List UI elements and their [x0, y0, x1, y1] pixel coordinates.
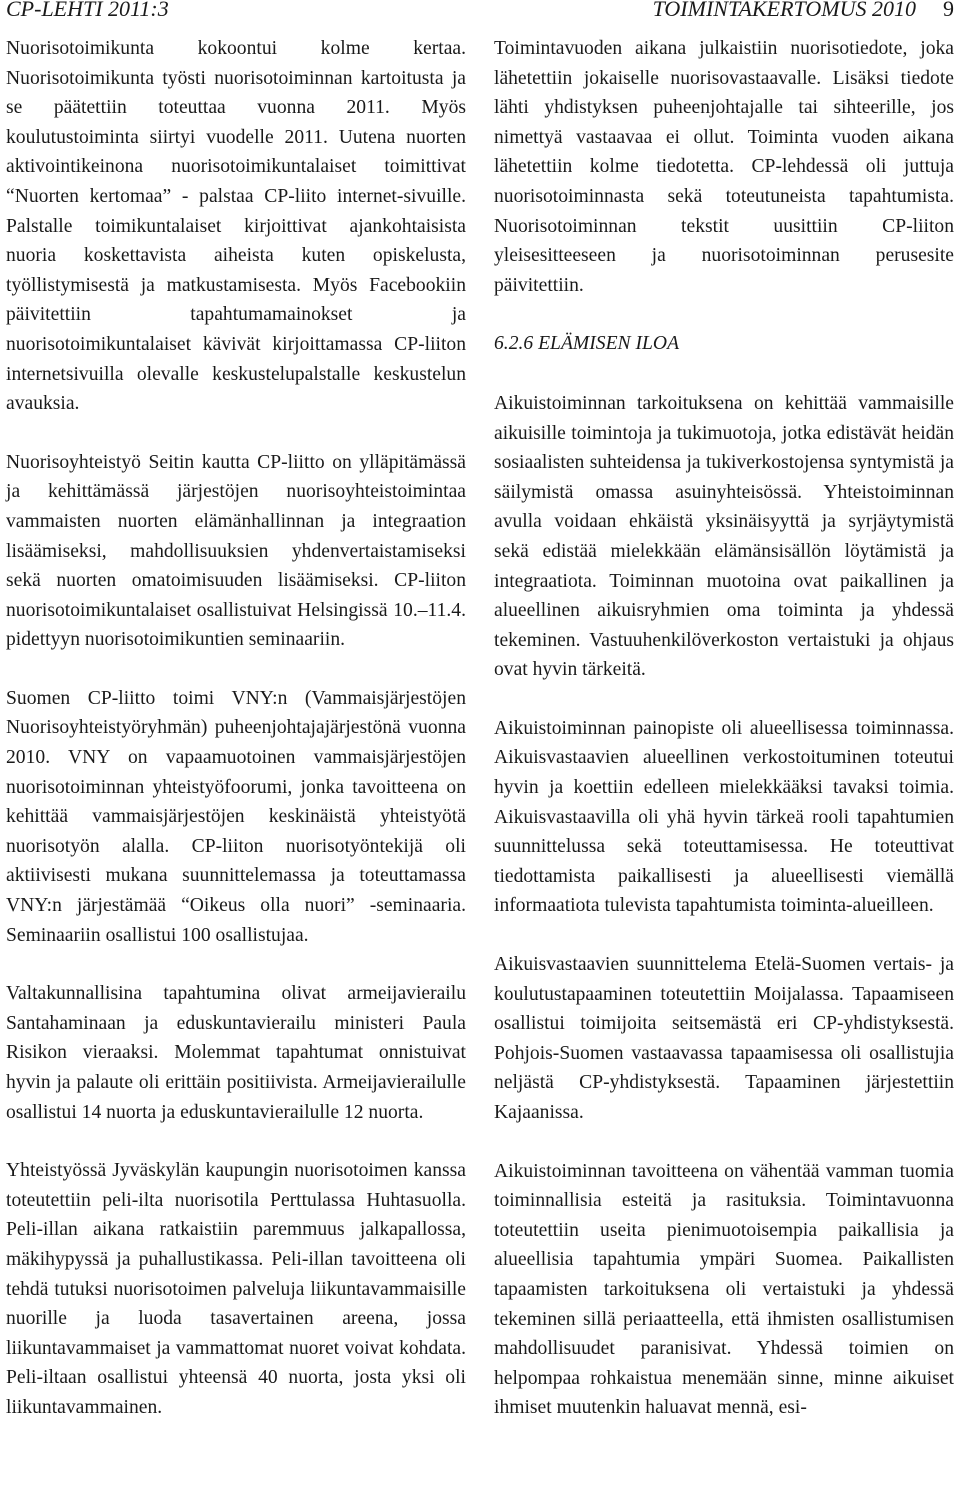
- section-title: TOIMINTAKERTOMUS 2010: [652, 0, 916, 21]
- page-number: 9: [943, 0, 954, 21]
- paragraph-seitti-cooperation: Nuorisoyhteistyö Seitin kautta CP-liitto on ylläpitämässä ja kehittämässä järjestöjen nuorisoyhteistoimintaa vammaisten nuorten elämänhallinnan ja integraation lisäämiseksi, mahdollisuuksien yhdenvertaistamiseksi sekä nuorten omatoimisuuden lisäämiseksi. CP-liiton nuorisotoimikuntalaiset osallistuivat Helsingissä 10.–11.4. pidettyyn nuorisotoimikuntien seminaariin.: [6, 451, 466, 651]
- paragraph-adult-goals: Aikuistoiminnan tavoitteena on vähentää vamman tuomia toiminnallisia esteitä ja rasituksia. Toimintavuonna toteutettiin useita pienimuotoisempia paikallisia ja alueellisia tapahtumia ympäri Suomea. Paikallisten tapaamisten tarkoituksena oli vertaistuki ja yhdessä tekeminen sillä periaatteella, että ihmisten osallistumisen mahdollisuudet paranisivat. Yhdessä toimien on helpompaa rohkaistua menemään sinne, minne aikuiset ihmiset muutenkin haluavat mennä, esi-: [494, 1160, 954, 1419]
- page-header: [0, 0, 960, 30]
- paragraph-national-events: Valtakunnallisina tapahtumina olivat armeijavierailu Santahaminaan ja eduskuntavierailu ministeri Paula Risikon vieraaksi. Molemmat tapahtumat onnistuivat hyvin ja palaute oli erittäin positiivista. Armeijavierailulle osallistui 14 nuorta ja eduskuntavierailulle 12 nuorta.: [6, 983, 466, 1123]
- right-column: [494, 34, 954, 1423]
- paragraph-training-meetings: Aikuisvastaavien suunnittelema Etelä-Suomen vertais- ja koulutustapaaminen toteutettiin Moijalassa. Tapaamiseen osallistui toimijoita seitsemästä eri CP-yhdistyksestä. Pohjois-Suomen vastaavassa tapaamisessa oli osallistujia neljästä CP-yhdistyksestä. Tapaaminen järjestettiin Kajaanissa.: [494, 954, 954, 1123]
- left-column: [6, 34, 466, 1423]
- paragraph-adult-activities-purpose: Aikuistoiminnan tarkoituksena on kehittää vammaisille aikuisille toimintoja ja tukimuotoja, jotka edistävät heidän sosiaalisten suhteidensa ja tukiverkostojensa syntymistä ja säilymistä omassa asuinyhteisössä. Yhteistoiminnan avulla voidaan ehkäistä yksinäisyyttä ja syrjäytymistä sekä edistää mielekkään elämänsisällön löytämistä ja integraatiota. Toiminnan muotoina ovat paikallinen ja alueellinen aikuisryhmien oma toiminta ja yhdessä tekeminen. Vastuuhenkilöverkoston vertaistuki ja ohjaus ovat hyvin tärkeitä.: [494, 392, 954, 681]
- paragraph-youth-committee: Nuorisotoimikunta kokoontui kolme kertaa. Nuorisotoimikunta työsti nuorisotoiminnan kartoitusta ja se päätettiin toteuttaa vuonna 2011. Myös koulutustoiminta siirtyi vuodelle 2011. Uutena nuorten aktivointikeinona nuorisotoimikuntalaiset toimittivat “Nuorten kertomaa” - palstaa CP-liito internet-sivuille. Palstalle toimikuntalaiset kirjoittivat ajankohtaisista nuoria koskettavista aiheista kuten opiskelusta, työllistymisestä ja matkustamisesta. Myös Facebookiin päivitettiin tapahtumamainokset ja nuorisotoimikuntalaiset kävivät kirjoittamassa CP-liiton internetsivuilla olevalle keskustelupalstalle keskustelun avauksia.: [6, 38, 466, 415]
- paragraph-game-night: Yhteistyössä Jyväskylän kaupungin nuorisotoimen kanssa toteutettiin peli-ilta nuorisotila Perttulassa Huhtasuolla. Peli-illan aikana ratkaistiin paremmuus jalkapallossa, mäkihypyssä ja puhallustikassa. Peli-illan tavoitteena oli tehdä tutuksi nuorisotoimen palveluja liikuntavammaisille nuorille ja luoda tasavertainen areena, jossa liikuntavammaiset ja vammattomat nuoret voivat kohdata. Peli-iltaan osallistui yhteensä 40 nuorta, josta yksi oli liikuntavammainen.: [6, 1160, 466, 1418]
- publication-title: CP-LEHTI 2011:3: [6, 0, 169, 21]
- paragraph-vny: Suomen CP-liitto toimi VNY:n (Vammaisjärjestöjen Nuorisoyhteistyöryhmän) puheenjohtajajärjestönä vuonna 2010. VNY on vapaamuotoinen vammaisjärjestöjen nuorisotoiminnan yhteistyöfoorumi, jonka tavoitteena on kehittää vammaisjärjestöjen keskinäistä yhteistyötä nuorisotyön alalla. CP-liiton nuorisotyöntekijä oli aktiivisesti mukana suunnittelemassa ja toteuttamassa VNY:n järjestämää “Oikeus olla nuori” -seminaaria. Seminaariin osallistui 100 osallistujaa.: [6, 687, 466, 946]
- paragraph-regional-focus: Aikuistoiminnan painopiste oli alueellisessa toiminnassa. Aikuisvastaavien alueellinen verkostoituminen toteutui hyvin ja koettiin edelleen mielekkääksi tavaksi toimia. Aikuisvastaavilla oli yhä hyvin tärkeä rooli tapahtumien suunnittelussa sekä toteuttamisessa. He toteuttivat tiedottamista paikallisesti ja alueellisesti viemällä informaatiota tulevista tapahtumista toiminta-alueilleen.: [494, 717, 954, 917]
- paragraph-youth-bulletin: Toimintavuoden aikana julkaistiin nuorisotiedote, joka lähetettiin jokaiselle nuorisovastaavalle. Lisäksi tiedote lähti yhdistyksen puheenjohtajalle tai sihteerille, jos nimettyä vastaavaa ei ollut. Toiminta vuoden aikana lähetettiin kolme tiedotetta. CP-lehdessä oli juttuja nuorisotoiminnasta sekä toteutuneista tapahtumista. Nuorisotoiminnan tekstit uusittiin CP-liiton yleisesitteeseen ja nuorisotoiminnan perusesite päivitettiin.: [494, 38, 954, 296]
- section-subheading: 6.2.6 ELÄMISEN ILOA: [494, 333, 680, 355]
